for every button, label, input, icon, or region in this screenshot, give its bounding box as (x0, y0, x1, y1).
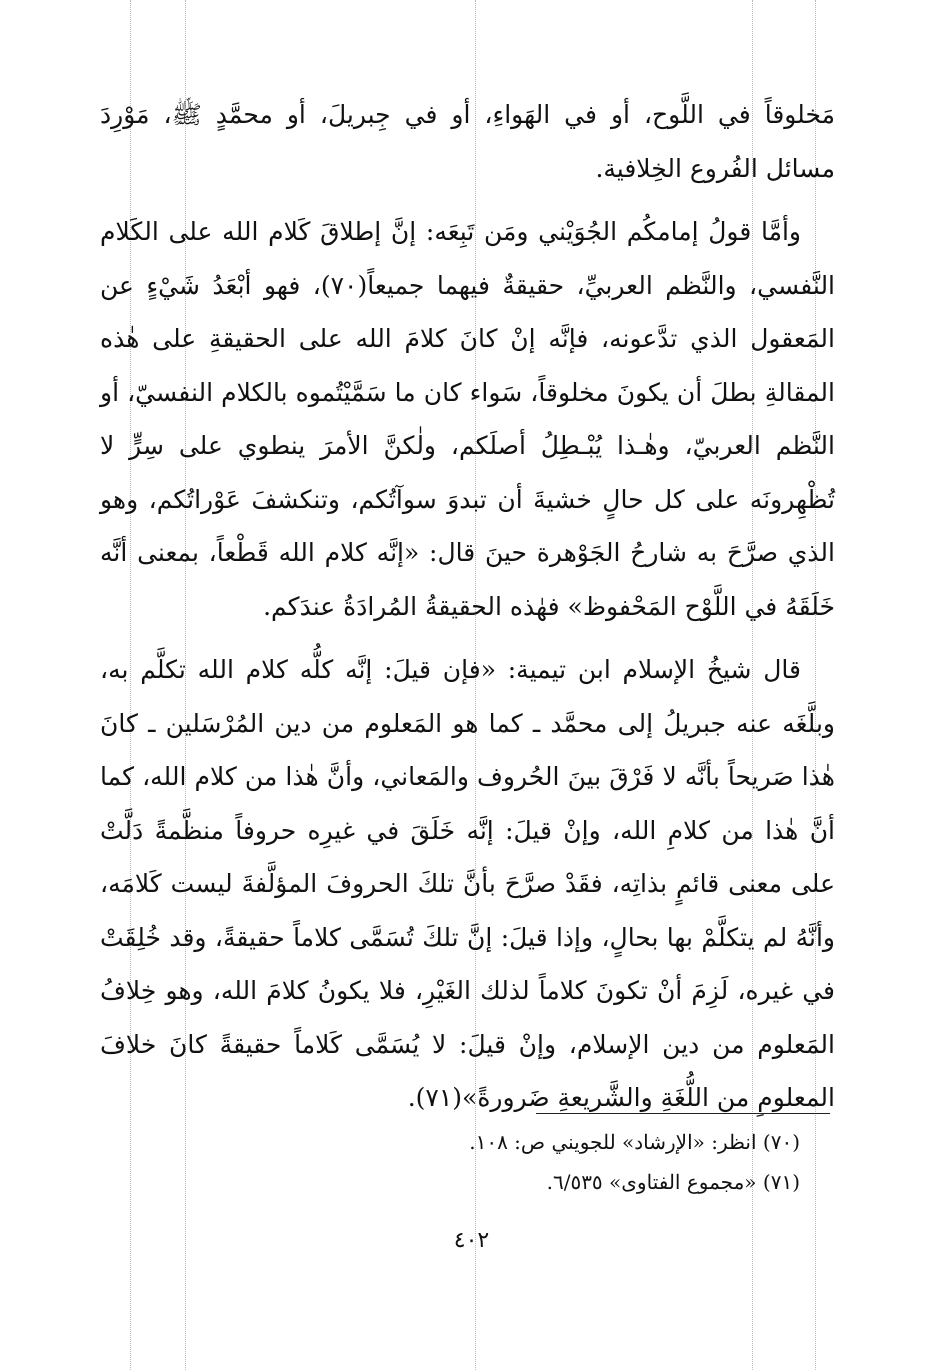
footnote-separator (536, 1113, 830, 1114)
paragraph: وأمَّا قولُ إمامكُم الجُوَيْني ومَن تَبِعَه: إنَّ إطلاقَ كَلام الله على الكَلام النَّفسي، والنَّظم العربيِّ، حقيقةٌ فيهما جميعاً(٧٠)، فهو أبْعَدُ شَيْءٍ عن المَعقول الذي تدَّعونه، فإنَّه إنْ كانَ كلامَ الله على الحقيقةِ على هٰذه المقالةِ بطلَ أن يكونَ مخلوقاً، سَواء كان ما سَمَّيْتُموه بالكلام النفسيّ، أو النَّظم العربيّ، وهٰـذا يُبْـطِلُ أصلَكم، ولٰكنَّ الأمرَ ينطوي على سِرٍّ لا تُظْهِرونَه على كل حالٍ خشيةَ أن تبدوَ سوآتُكم، وتنكشفَ عَوْراتُكم، وهو الذي صرَّحَ به شارحُ الجَوْهرة حينَ قال: «إنَّه كلام الله قَطْعاً، بمعنى أنَّه خَلَقَهُ في اللَّوْح المَحْفوظ» فهٰذه الحقيقةُ المُرادَةُ عندَكم. (100, 217, 836, 621)
footnotes (300, 1122, 800, 1202)
footnote: (٧٠) انظر: «الإرشاد» للجويني ص: ١٠٨. (469, 1130, 800, 1154)
page-number: ٤٠٢ (453, 1228, 490, 1253)
paragraph: قال شيخُ الإسلام ابن تيمية: «فإن قيلَ: إنَّه كلُّه كلام الله تكلَّم به، وبلَّغَه عنه جبريلُ إلى محمَّد ـ كما هو المَعلوم من دين المُرْسَلين ـ كانَ هٰذا صَريحاً بأنَّه لا فَرْقَ بينَ الحُروف والمَعاني، وأنَّ هٰذا من كلام الله، كما أنَّ هٰذا من كلامِ الله، وإنْ قيلَ: إنَّه خَلَقَ في غيرِه حروفاً منظَّمةً دَلَّتْ على معنى قائمٍ بذاتِه، فقَدْ صرَّحَ بأنَّ تلكَ الحروفَ المؤلَّفةَ ليست كَلامَه، وأنَّهُ لم يتكلَّمْ بها بحالٍ، وإذا قيلَ: إنَّ تلكَ تُسَمَّى كلاماً حقيقةً، وقد خُلِقَتْ في غيره، لَزِمَ أنْ تكونَ كلاماً لذلك الغَيْرِ، فلا يكونُ كلامَ الله، وهو خِلافُ المَعلوم من دين الإسلام، وإنْ قيلَ: لا يُسَمَّى كَلاماً حقيقةً كانَ خلافَ المعلومِ من اللُّغَةِ والشَّريعةِ ضَرورةً»(٧١). (100, 655, 835, 1112)
main-text (100, 88, 835, 1125)
footnote: (٧١) «مجموع الفتاوى» ٦/٥٣٥. (546, 1170, 800, 1194)
paragraph: مَخلوقاً في اللَّوح، أو في الهَواءِ، أو في جِبريلَ، أو محمَّدٍ ﷺ، مَوْرِدَ مسائل الفُروع الخِلافية. (100, 100, 835, 183)
